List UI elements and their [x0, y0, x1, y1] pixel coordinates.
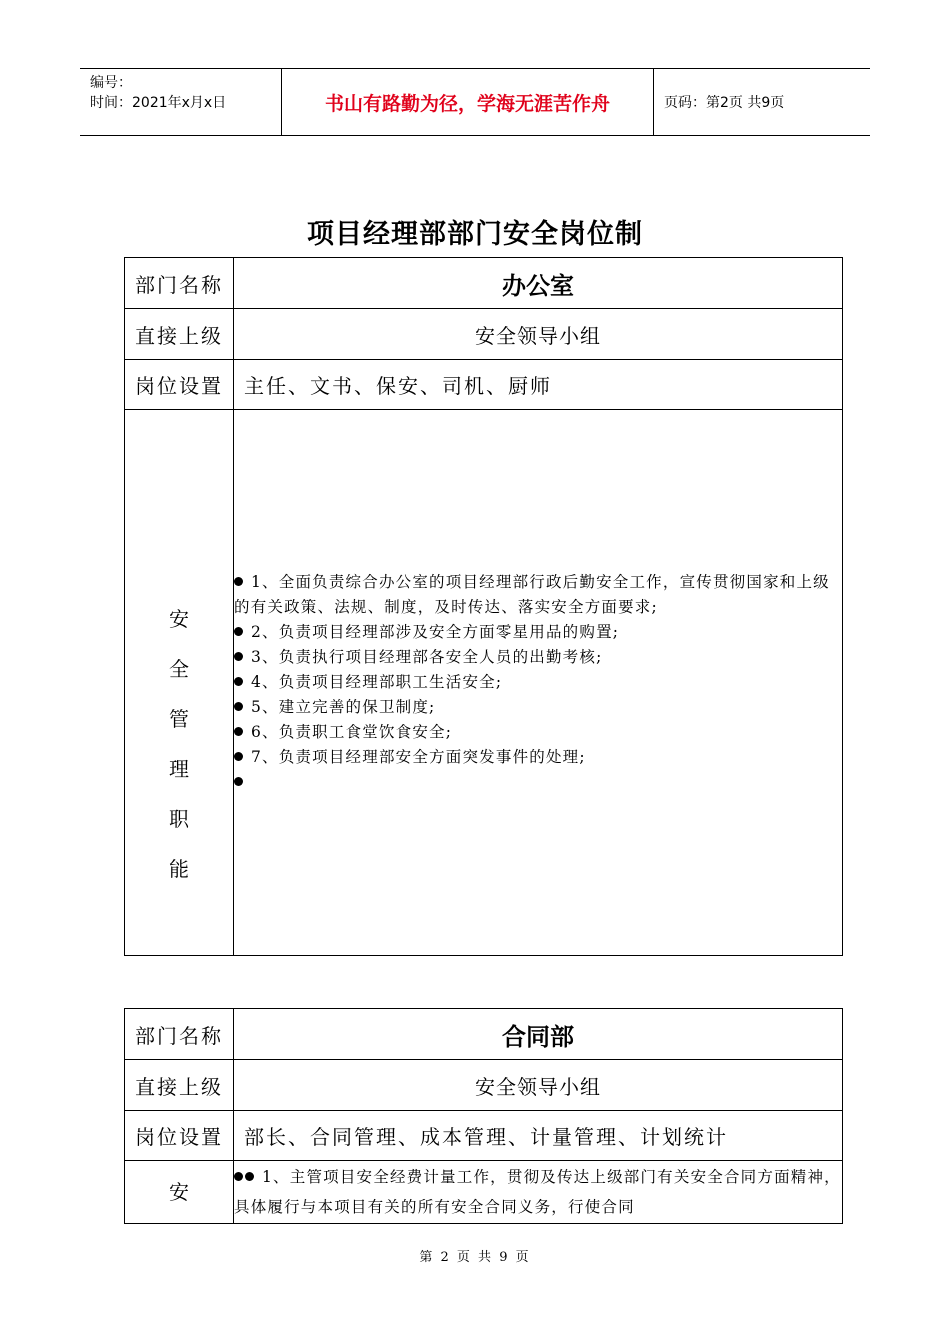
superior-label: 直接上级: [125, 1060, 234, 1111]
duty-item: 1、主管项目安全经费计量工作，贯彻及传达上级部门有关安全合同方面精神，具体履行与本项目有关的所有安全合同义务，行使合同: [234, 1168, 841, 1216]
duty-item: 1、全面负责综合办公室的项目经理部行政后勤安全工作，宣传贯彻国家和上级的有关政策、法规、制度，及时传达、落实安全方面要求;: [234, 573, 830, 616]
duties-label-char: 安: [169, 607, 189, 631]
bullet-icon: [234, 727, 243, 736]
duties-label: [125, 1161, 234, 1224]
bullet-icon: [234, 752, 243, 761]
page-header: [80, 68, 870, 136]
bullet-icon: [234, 627, 243, 636]
dept-name-value: 合同部: [234, 1009, 843, 1060]
positions-label: 岗位设置: [125, 360, 234, 410]
positions-value: 主任、文书、保安、司机、厨师: [234, 360, 843, 410]
bullet-icon: [234, 652, 243, 661]
dept-name-label: 部门名称: [125, 258, 234, 309]
dept-name-label: 部门名称: [125, 1009, 234, 1060]
bullet-icon: [234, 577, 243, 586]
duties-label-char: 安: [169, 1180, 189, 1204]
duties-list: [234, 410, 843, 956]
bullet-icon: [234, 777, 243, 786]
header-meta: [80, 69, 282, 135]
superior-value: 安全领导小组: [234, 309, 843, 360]
page-footer: 第 2 页 共 9 页: [419, 1250, 531, 1265]
duties-label-char: 全: [169, 657, 189, 681]
duties-label-char: 职: [169, 807, 189, 831]
duty-item: 3、负责执行项目经理部各安全人员的出勤考核;: [234, 645, 842, 670]
duties-list: [234, 1161, 843, 1224]
duty-item: 5、建立完善的保卫制度;: [234, 695, 842, 720]
header-page-info: 页码：第2页 共9页: [664, 95, 785, 111]
time-label: 时间：2021年x月x日: [90, 95, 227, 111]
office-table: [124, 257, 843, 956]
header-motto: 书山有路勤为径，学海无涯苦作舟: [282, 69, 654, 135]
contract-table: [124, 1008, 843, 1224]
bullet-icon: [234, 677, 243, 686]
duty-item: [234, 770, 842, 795]
positions-value: 部长、合同管理、成本管理、计量管理、计划统计: [234, 1111, 843, 1161]
bullet-icon: [245, 1172, 254, 1181]
duty-item: 6、负责职工食堂饮食安全;: [234, 720, 842, 745]
positions-label: 岗位设置: [125, 1111, 234, 1161]
bullet-icon: [234, 1172, 243, 1181]
duty-item: 4、负责项目经理部职工生活安全;: [234, 670, 842, 695]
superior-value: 安全领导小组: [234, 1060, 843, 1111]
duties-label-char: 管: [169, 707, 189, 731]
duties-label: [125, 410, 234, 956]
superior-label: 直接上级: [125, 309, 234, 360]
duties-label-char: 理: [169, 757, 189, 781]
duty-item: 2、负责项目经理部涉及安全方面零星用品的购置;: [234, 620, 842, 645]
code-label: 编号：: [90, 75, 132, 91]
duties-label-char: 能: [169, 857, 189, 881]
page-title: 项目经理部部门安全岗位制: [307, 219, 643, 250]
duty-item: 7、负责项目经理部安全方面突发事件的处理;: [234, 745, 842, 770]
dept-name-value: 办公室: [234, 258, 843, 309]
bullet-icon: [234, 702, 243, 711]
